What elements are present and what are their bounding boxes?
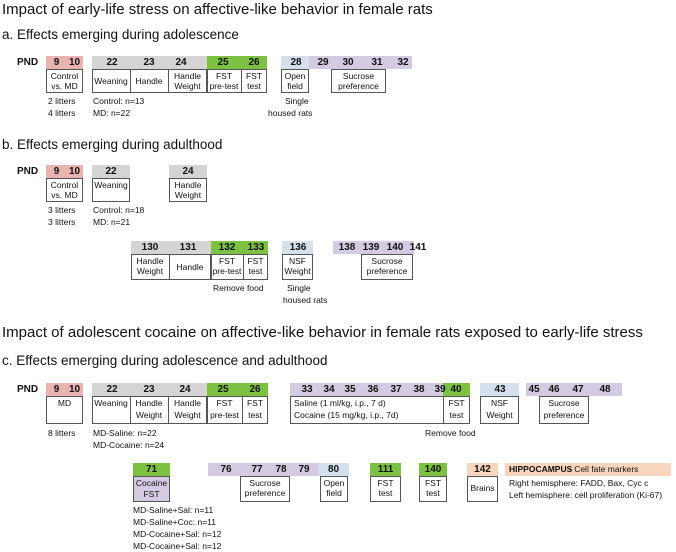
text-weight: Weight <box>486 410 513 420</box>
text-saline-regimen: Saline (1 ml/kg, i.p., 7 d) <box>294 398 386 408</box>
day-label: 76 <box>220 464 232 475</box>
note-housed-rats: housed rats <box>268 108 313 118</box>
note-group-n: MD-Cocaine+Sal: n=12 <box>133 529 222 539</box>
text-test: test <box>248 410 262 420</box>
text-fst: FST <box>218 256 236 266</box>
day-label: 79 <box>298 464 310 475</box>
day-label: 133 <box>247 242 265 253</box>
heading-a: a. Effects emerging during adolescence <box>2 27 239 42</box>
day-label: 130 <box>141 242 159 253</box>
day-label: 48 <box>599 384 611 395</box>
day-label: 33 <box>301 384 313 395</box>
day-label: 140 <box>386 242 404 253</box>
text-sucrose: Sucrose <box>548 398 580 408</box>
day-label: 26 <box>248 57 260 68</box>
text-fst: FST <box>448 398 465 408</box>
day-label: 140 <box>424 464 442 475</box>
note-single: Single <box>285 96 309 106</box>
day-label: 40 <box>450 384 462 395</box>
text-handle: Handle <box>136 256 164 266</box>
text-fst: FST <box>424 478 442 488</box>
text-sucrose: Sucrose <box>371 256 403 266</box>
hippocampus-title: HIPPOCAMPUS <box>509 464 573 474</box>
text-pre-test: pre-test <box>212 266 242 276</box>
day-label: 9 <box>53 166 60 177</box>
day-label: 24 <box>175 57 187 68</box>
day-label: 35 <box>344 384 356 395</box>
text-handle: Handle <box>174 180 202 190</box>
note-single: Single <box>287 283 311 293</box>
day-label: 29 <box>317 57 329 68</box>
text-cocaine-regimen: Cocaine (15 mg/kg, i.p., 7d) <box>294 410 399 420</box>
note-litters: 4 litters <box>48 108 76 118</box>
note-group-n: MD-Cocaine+Sal: n=12 <box>133 541 222 551</box>
day-label: 77 <box>251 464 263 475</box>
day-label: 45 <box>528 384 540 395</box>
day-label: 23 <box>143 384 155 395</box>
title-adolescent-cocaine: Impact of adolescent cocaine on affective-like behavior in female rats exposed to early-life stress <box>2 324 643 341</box>
text-fst: FST <box>143 489 160 499</box>
day-label: 132 <box>218 242 236 253</box>
day-label: 71 <box>145 464 158 475</box>
day-label: 38 <box>413 384 425 395</box>
day-label: 141 <box>409 242 427 253</box>
day-label: 22 <box>105 166 117 177</box>
text-handle: Handle <box>174 71 201 81</box>
note-md-n: MD: n=21 <box>93 217 131 227</box>
text-open: Open <box>323 478 345 488</box>
note-litters: 3 litters <box>48 205 76 215</box>
day-label: 9 <box>53 57 60 68</box>
heading-c: c. Effects emerging during adolescence and adulthood <box>2 353 328 368</box>
day-label: 30 <box>342 57 354 68</box>
note-control-n: Control: n=18 <box>93 205 145 215</box>
day-label: 23 <box>143 57 155 68</box>
heading-b: b. Effects emerging during adulthood <box>2 137 223 152</box>
day-label: 43 <box>494 384 506 395</box>
note-left-hemisphere: Left hemisphere: cell proliferation (Ki-67) <box>509 490 663 500</box>
text-fst: FST <box>215 71 233 81</box>
text-weight: Weight <box>135 410 163 420</box>
text-sucrose: Sucrose <box>249 478 281 488</box>
day-label: 138 <box>338 242 356 253</box>
pnd-label-b: PND <box>17 166 39 177</box>
text-test: test <box>248 266 263 276</box>
text-weaning: Weaning <box>94 76 128 86</box>
day-label: 46 <box>548 384 560 395</box>
day-label: 22 <box>106 57 118 68</box>
text-handle: Handle <box>135 398 163 408</box>
note-md-cocaine-n: MD-Cocaine: n=24 <box>93 440 165 450</box>
note-housed-rats: housed rats <box>283 295 328 305</box>
day-label: 47 <box>572 384 584 395</box>
text-field: field <box>326 488 342 498</box>
day-label: 10 <box>68 384 81 395</box>
text-handle: Handle <box>174 398 201 408</box>
text-md: MD <box>57 398 72 408</box>
text-weight: Weight <box>174 81 201 91</box>
text-handle: Handle <box>176 262 204 272</box>
text-pre-test: pre-test <box>210 410 239 420</box>
note-litters: 3 litters <box>48 217 76 227</box>
day-label: 10 <box>68 166 81 177</box>
day-label: 37 <box>390 384 402 395</box>
day-label: 10 <box>68 57 81 68</box>
note-md-saline-n: MD-Saline: n=22 <box>93 428 157 438</box>
text-pre-test: pre-test <box>209 81 239 91</box>
day-label: 78 <box>275 464 287 475</box>
text-preference: preference <box>244 488 286 498</box>
note-group-n: MD-Saline+Coc: n=11 <box>133 517 216 527</box>
day-label: 31 <box>371 57 383 68</box>
day-label: 24 <box>182 166 194 177</box>
text-vs-md: vs. MD <box>51 190 78 200</box>
text-field: field <box>287 81 303 91</box>
note-group-n: MD-Saline+Sal: n=11 <box>133 505 214 515</box>
note-right-hemisphere: Right hemisphere: FADD, Bax, Cyc c <box>509 478 649 488</box>
text-fst: FST <box>245 71 263 81</box>
text-fst: FST <box>377 478 394 488</box>
text-nsf: NSF <box>289 256 306 266</box>
text-weight: Weight <box>174 410 201 420</box>
day-label: 142 <box>474 464 491 475</box>
note-remove-food: Remove food <box>425 428 476 438</box>
day-label: 28 <box>290 57 302 68</box>
day-label: 139 <box>362 242 380 253</box>
title-early-life-stress: Impact of early-life stress on affective-like behavior in female rats <box>2 1 433 18</box>
text-sucrose: Sucrose <box>342 71 375 81</box>
day-label: 111 <box>377 464 394 475</box>
text-preference: preference <box>338 81 379 91</box>
day-label: 34 <box>323 384 335 395</box>
day-label: 80 <box>327 464 340 475</box>
text-fst: FST <box>247 256 264 266</box>
text-fst: FST <box>216 398 233 408</box>
day-label: 25 <box>217 57 229 68</box>
pnd-label-c: PND <box>17 384 39 395</box>
note-md-n: MD: n=22 <box>93 108 131 118</box>
day-label: 25 <box>217 384 229 395</box>
note-litters: 2 litters <box>48 96 76 106</box>
text-test: test <box>426 488 440 498</box>
text-handle: Handle <box>135 76 163 86</box>
text-weight: Weight <box>136 266 164 276</box>
day-label: 36 <box>367 384 379 395</box>
text-fst: FST <box>246 398 264 408</box>
text-nsf: NSF <box>491 398 508 408</box>
text-weight: Weight <box>174 190 202 200</box>
text-weaning: Weaning <box>94 398 128 408</box>
text-test: test <box>449 410 464 420</box>
text-open: Open <box>284 71 306 81</box>
text-preference: preference <box>366 266 408 276</box>
day-label: 39 <box>434 384 446 395</box>
text-vs-md: vs. MD <box>51 81 78 91</box>
day-label: 9 <box>53 384 60 395</box>
text-control: Control <box>50 180 79 190</box>
text-preference: preference <box>543 410 585 420</box>
day-label: 26 <box>249 384 261 395</box>
day-label: 131 <box>179 242 197 253</box>
text-control: Control <box>50 71 79 81</box>
day-label: 136 <box>289 242 307 253</box>
day-label: 32 <box>397 57 409 68</box>
day-label: 22 <box>106 384 118 395</box>
text-cocaine: Cocaine <box>135 478 168 488</box>
note-control-n: Control: n=13 <box>93 96 145 106</box>
day-label: 24 <box>179 384 191 395</box>
pnd-label-a: PND <box>17 57 39 68</box>
text-test: test <box>378 488 393 498</box>
text-brains: Brains <box>470 483 495 493</box>
hippocampus-subtitle: - Cell fate markers <box>569 464 639 474</box>
text-weaning: Weaning <box>94 180 128 190</box>
note-remove-food: Remove food <box>213 283 264 293</box>
text-weight: Weight <box>284 266 311 276</box>
text-test: test <box>247 81 261 91</box>
note-litters: 8 litters <box>48 428 76 438</box>
